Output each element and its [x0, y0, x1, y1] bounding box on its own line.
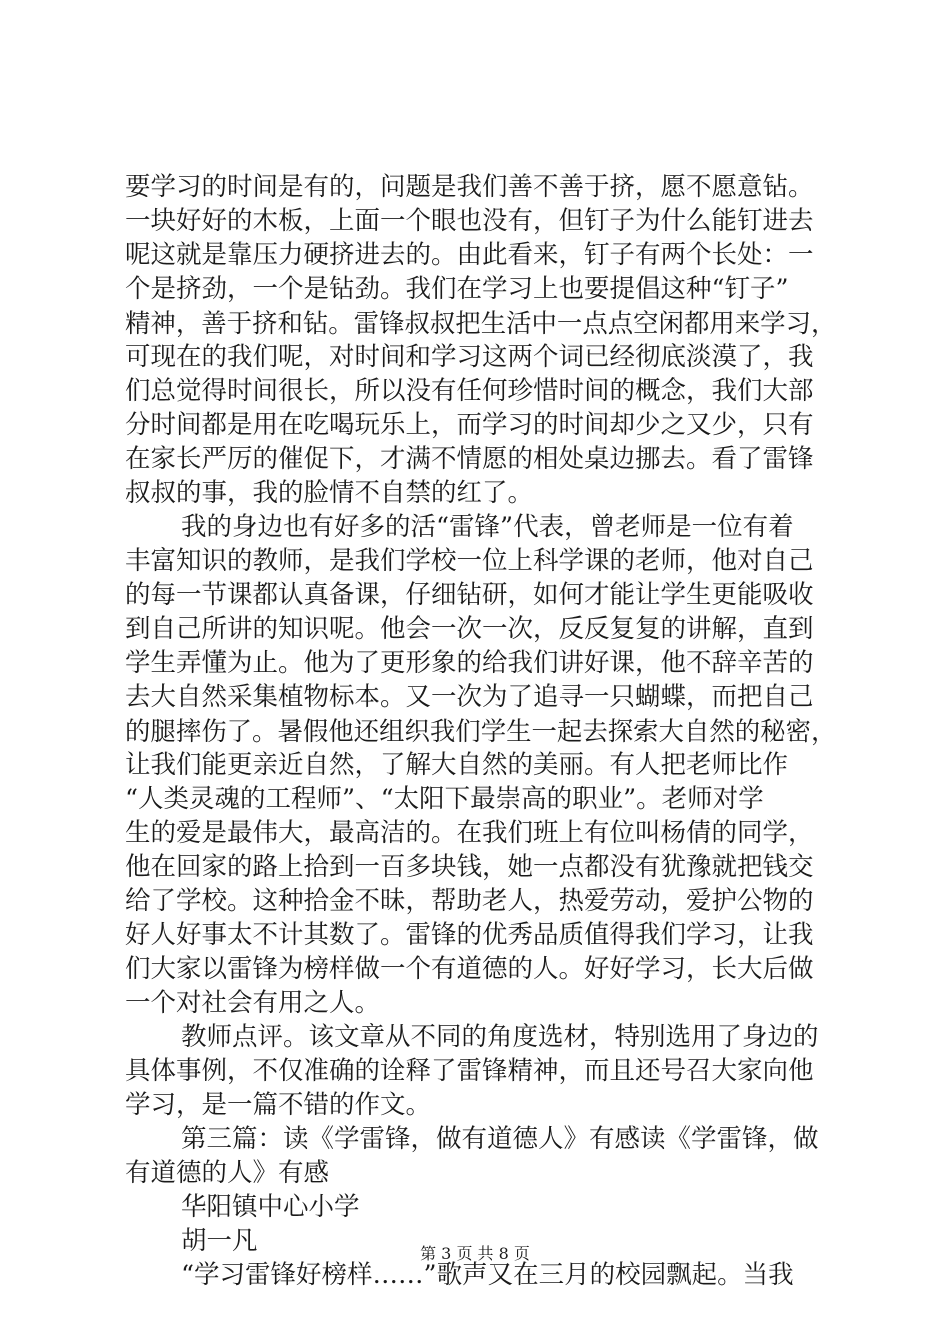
text-line: 们大家以雷锋为榜样做一个有道德的人。好好学习，长大后做: [125, 954, 814, 984]
text-line: 在家长严厉的催促下，才满不情愿的相处桌边挪去。看了雷锋: [125, 444, 814, 474]
text-line: 我的身边也有好多的活“雷锋”代表，曾老师是一位有着: [181, 512, 794, 542]
text-line: 好人好事太不计其数了。雷锋的优秀品质值得我们学习，让我: [125, 920, 814, 950]
text-line: 的每一节课都认真备课，仔细钻研，如何才能让学生更能吸收: [125, 580, 814, 610]
text-line: “人类灵魂的工程师”、“太阳下最崇高的职业”。老师对学: [125, 784, 764, 814]
text-line: 个是挤劲，一个是钻劲。我们在学习上也要提倡这种“钉子”: [125, 274, 789, 304]
page-footer: 第 3 页 共 8 页: [420, 1244, 530, 1263]
text-line: 呢这就是靠压力硬挤进去的。由此看来，钉子有两个长处：一: [125, 240, 814, 270]
text-line: 他在回家的路上拾到一百多块钱，她一点都没有犹豫就把钱交: [125, 852, 814, 882]
text-line: 有道德的人》有感: [125, 1158, 330, 1188]
text-line: 的腿摔伤了。暑假他还组织我们学生一起去探索大自然的秘密，: [125, 716, 837, 746]
text-line: 到自己所讲的知识呢。他会一次一次，反反复复的讲解，直到: [125, 614, 814, 644]
text-line: 们总觉得时间很长，所以没有任何珍惜时间的概念，我们大部: [125, 376, 814, 406]
text-line: 华阳镇中心小学: [181, 1192, 360, 1222]
text-line: 让我们能更亲近自然，了解大自然的美丽。有人把老师比作: [125, 750, 789, 780]
text-line: 胡一凡: [181, 1226, 258, 1256]
text-line: 丰富知识的教师，是我们学校一位上科学课的老师，他对自己: [125, 546, 814, 576]
text-line: 要学习的时间是有的，问题是我们善不善于挤，愿不愿意钻。: [125, 172, 814, 202]
text-line: 分时间都是用在吃喝玩乐上，而学习的时间却少之又少，只有: [125, 410, 814, 440]
text-line: 学习，是一篇不错的作文。: [125, 1090, 432, 1120]
text-line: 去大自然采集植物标本。又一次为了追寻一只蝴蝶，而把自己: [125, 682, 814, 712]
text-line: 具体事例，不仅准确的诠释了雷锋精神，而且还号召大家向他: [125, 1056, 814, 1086]
text-line: “学习雷锋好榜样……”歌声又在三月的校园飘起。当我: [181, 1260, 794, 1290]
text-line: 一块好好的木板，上面一个眼也没有，但钉子为什么能钉进去: [125, 206, 814, 236]
text-line: 第三篇：读《学雷锋，做有道德人》有感读《学雷锋，做: [181, 1124, 819, 1154]
text-line: 学生弄懂为止。他为了更形象的给我们讲好课，他不辞辛苦的: [125, 648, 814, 678]
text-line: 可现在的我们呢，对时间和学习这两个词已经彻底淡漠了，我: [125, 342, 814, 372]
text-line: 生的爱是最伟大，最高洁的。在我们班上有位叫杨倩的同学，: [125, 818, 814, 848]
text-line: 一个对社会有用之人。: [125, 988, 381, 1018]
text-line: 叔叔的事，我的脸情不自禁的红了。: [125, 478, 534, 508]
text-line: 精神，善于挤和钻。雷锋叔叔把生活中一点点空闲都用来学习，: [125, 308, 837, 338]
document-body: [125, 170, 837, 1292]
text-line: 教师点评。该文章从不同的角度选材，特别选用了身边的: [181, 1022, 819, 1052]
text-line: 给了学校。这种拾金不昧，帮助老人，热爱劳动，爱护公物的: [125, 886, 814, 916]
